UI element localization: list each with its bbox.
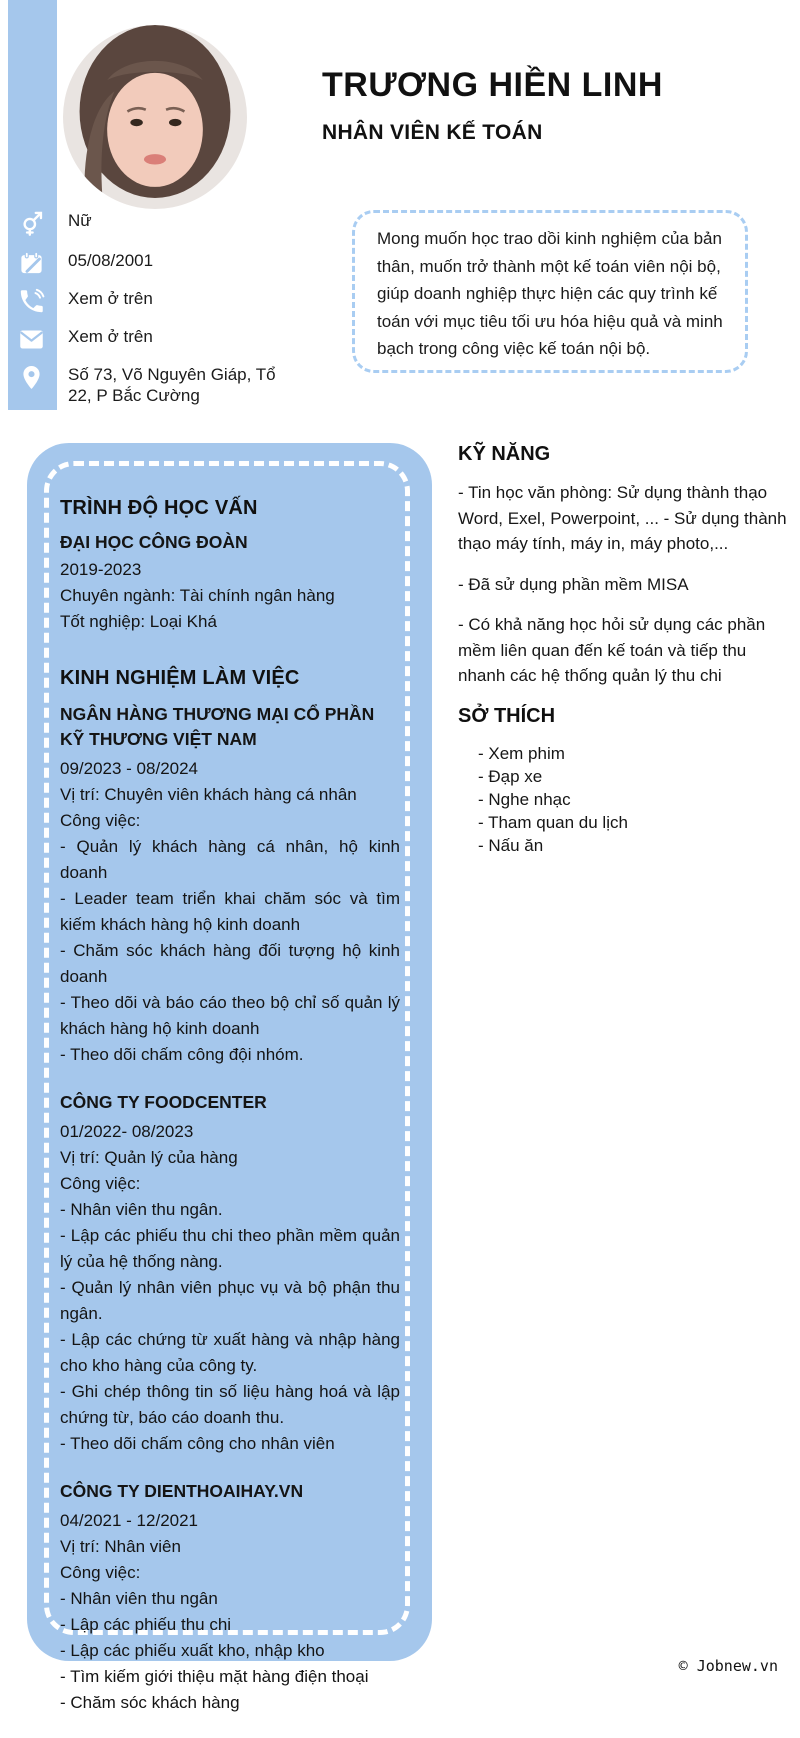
job-period: 01/2022- 08/2023 <box>60 1122 194 1141</box>
education-major: Chuyên ngành: Tài chính ngân hàng <box>60 586 335 605</box>
footer-credit: © Jobnew.vn <box>678 1657 778 1675</box>
contact-value: Nữ <box>68 211 92 230</box>
contact-row-gender <box>18 210 286 237</box>
job-task: - Lập các phiếu thu chi <box>60 1615 232 1634</box>
profile-photo <box>63 25 247 209</box>
skill-item: - Có khả năng học hỏi sử dụng các phần mềm liên quan đến kế toán và tiếp thu nhanh các hệ thống quản lý thu chi <box>458 615 766 685</box>
page-title: TRƯƠNG HIỀN LINH <box>322 66 663 104</box>
company-name: CÔNG TY FOODCENTER <box>60 1092 267 1112</box>
skills-heading: KỸ NĂNG <box>458 443 551 465</box>
job-task: - Quản lý khách hàng cá nhân, hộ kinh doanh <box>60 837 400 882</box>
job-tasks-label: Công việc: <box>60 811 141 830</box>
right-column <box>458 443 792 857</box>
calendar-icon <box>18 250 68 277</box>
hobby-item: - Nấu ăn <box>478 835 544 855</box>
education-period: 2019-2023 <box>60 560 142 579</box>
contact-row-birthday <box>18 250 286 277</box>
company-name: NGÂN HÀNG THƯƠNG MẠI CỔ PHẦN KỸ THƯƠNG VIỆT NAM <box>60 704 375 749</box>
education-section <box>60 497 400 635</box>
hobby-item: - Đạp xe <box>478 766 543 786</box>
contact-value: 05/08/2001 <box>68 251 154 270</box>
location-icon <box>18 364 68 391</box>
experience-heading: KINH NGHIỆM LÀM VIỆC <box>60 667 300 689</box>
objective-box <box>352 210 748 373</box>
profile-photo-illustration <box>63 25 247 209</box>
job-position: Vị trí: Chuyên viên khách hàng cá nhân <box>60 785 357 804</box>
job-task: - Lập các phiếu thu chi theo phần mềm quản lý của hệ thống nàng. <box>60 1226 400 1271</box>
job-entry <box>60 702 400 1068</box>
job-task: - Leader team triển khai chăm sóc và tìm kiếm khách hàng hộ kinh doanh <box>60 889 400 934</box>
objective-text: Mong muốn học trao dồi kinh nghiệm của bản thân, muốn trở thành một kế toán viên nội bộ, giúp doanh nghiệp thực hiện các quy trình kế toán với mục tiêu tối ưu hóa hiệu quả và minh bạch trong công việc kế toán nội bộ. <box>377 229 723 358</box>
job-position: Vị trí: Nhân viên <box>60 1537 181 1556</box>
job-task: - Chăm sóc khách hàng đối tượng hộ kinh doanh <box>60 941 400 986</box>
job-task: - Theo dõi chấm công đội nhóm. <box>60 1045 304 1064</box>
contact-value: Số 73, Võ Nguyên Giáp, Tổ 22, P Bắc Cường <box>68 365 276 405</box>
job-task: - Lập các chứng từ xuất hàng và nhập hàng cho kho hàng của công ty. <box>60 1330 400 1375</box>
school-name: ĐẠI HỌC CÔNG ĐOÀN <box>60 532 248 552</box>
hobby-item: - Tham quan du lịch <box>478 812 628 832</box>
skill-item: - Đã sử dụng phần mềm MISA <box>458 574 689 594</box>
job-task: - Ghi chép thông tin số liệu hàng hoá và lập chứng từ, báo cáo doanh thu. <box>60 1382 400 1427</box>
hobby-item: - Nghe nhạc <box>478 789 571 809</box>
education-heading: TRÌNH ĐỘ HỌC VẤN <box>60 497 258 519</box>
job-title: NHÂN VIÊN KẾ TOÁN <box>322 121 543 144</box>
company-name: CÔNG TY DIENTHOAIHAY.VN <box>60 1481 304 1501</box>
job-tasks-label: Công việc: <box>60 1174 141 1193</box>
phone-icon <box>18 288 68 315</box>
job-task: - Lập các phiếu xuất kho, nhập kho <box>60 1641 325 1660</box>
contact-row-email <box>18 326 286 353</box>
skill-item: - Tin học văn phòng: Sử dụng thành thạo Word, Exel, Powerpoint, ... - Sử dụng thành thạo máy tính, máy in, máy photo,... <box>458 483 787 553</box>
job-period: 09/2023 - 08/2024 <box>60 759 199 778</box>
job-entry <box>60 1479 400 1716</box>
contact-row-address <box>18 364 286 406</box>
job-entry <box>60 1090 400 1457</box>
contact-value: Xem ở trên <box>68 327 153 346</box>
job-tasks-label: Công việc: <box>60 1563 141 1582</box>
job-task: - Theo dõi chấm công cho nhân viên <box>60 1434 335 1453</box>
hobby-item: - Xem phim <box>478 743 565 763</box>
email-icon <box>18 326 68 353</box>
gender-icon <box>18 210 68 237</box>
education-grade: Tốt nghiệp: Loại Khá <box>60 612 217 631</box>
job-position: Vị trí: Quản lý của hàng <box>60 1148 238 1167</box>
job-period: 04/2021 - 12/2021 <box>60 1511 199 1530</box>
job-task: - Nhân viên thu ngân. <box>60 1200 223 1219</box>
job-task: - Quản lý nhân viên phục vụ và bộ phận thu ngân. <box>60 1278 400 1323</box>
job-task: - Chăm sóc khách hàng <box>60 1693 240 1712</box>
job-task: - Theo dõi và báo cáo theo bộ chỉ số quản lý khách hàng hộ kinh doanh <box>60 993 400 1038</box>
contact-row-phone <box>18 288 286 315</box>
hobbies-heading: SỞ THÍCH <box>458 704 556 727</box>
left-panel <box>27 443 432 1712</box>
contact-value: Xem ở trên <box>68 289 153 308</box>
job-task: - Tìm kiếm giới thiệu mặt hàng điện thoại <box>60 1667 369 1686</box>
job-task: - Nhân viên thu ngân <box>60 1589 218 1608</box>
